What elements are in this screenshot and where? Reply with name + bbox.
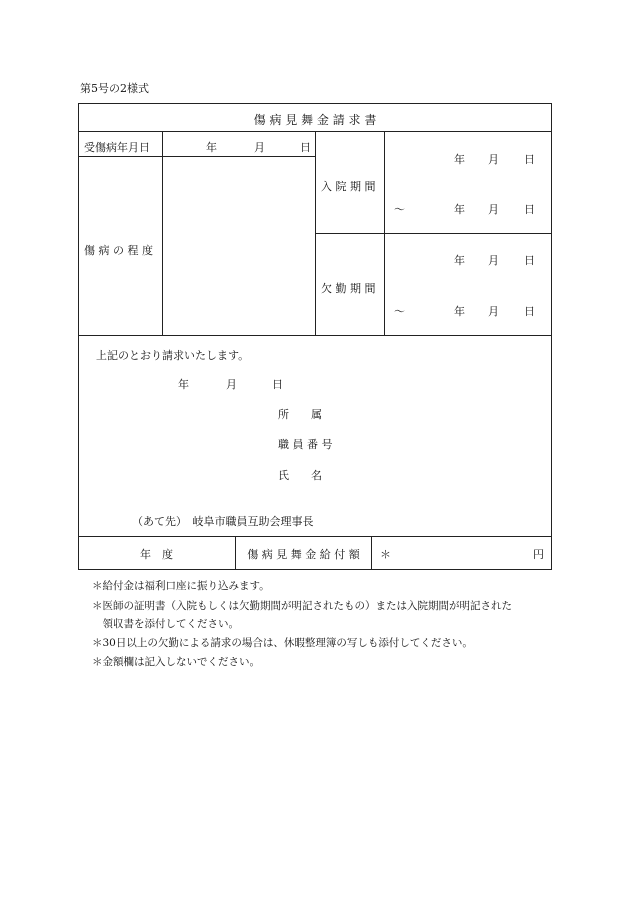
note-2b: 領収書を添付してください。 xyxy=(92,618,239,630)
payment-divider-2 xyxy=(371,536,372,570)
name-label: 氏 名 xyxy=(278,469,322,482)
absence-period-label: 欠 勤 期 間 xyxy=(321,282,376,295)
absence-end-day: 日 xyxy=(524,305,535,318)
declaration-month: 月 xyxy=(226,378,237,391)
payment-top xyxy=(78,536,552,537)
injury-date-year: 年 xyxy=(206,141,217,154)
absence-end-month: 月 xyxy=(488,305,499,318)
form-title: 傷 病 見 舞 金 請 求 書 xyxy=(253,113,377,127)
amount-asterisk: ＊ xyxy=(380,548,391,561)
staff-number-label: 職 員 番 号 xyxy=(278,438,333,451)
yen-unit: 円 xyxy=(533,548,544,561)
border-bottom xyxy=(78,569,552,570)
absence-start-month: 月 xyxy=(488,254,499,267)
border-top xyxy=(78,103,552,104)
absence-start-year: 年 xyxy=(454,254,465,267)
injury-date-month: 月 xyxy=(254,141,265,154)
hospital-end-year: 年 xyxy=(454,203,465,216)
period-label-right xyxy=(384,131,385,336)
hospital-start-month: 月 xyxy=(488,153,499,166)
period-label-left xyxy=(315,131,316,336)
border-right xyxy=(551,103,552,570)
declaration-text: 上記のとおり請求いたします。 xyxy=(96,349,250,362)
hospital-start-year: 年 xyxy=(454,153,465,166)
amount-label: 傷 病 見 舞 金 給 付 額 xyxy=(247,548,360,561)
fiscal-year-label: 年 度 xyxy=(140,548,173,561)
form-number: 第5号の2様式 xyxy=(80,82,149,95)
note-4: ＊金額欄は記入しないでください。 xyxy=(92,656,260,668)
absence-end-year: 年 xyxy=(454,305,465,318)
injury-date-day: 日 xyxy=(300,141,311,154)
hospital-period-label: 入 院 期 間 xyxy=(321,180,376,193)
hospital-end-day: 日 xyxy=(524,203,535,216)
declaration-day: 日 xyxy=(272,378,283,391)
hospital-tilde: ～ xyxy=(394,203,405,216)
note-3: ＊30日以上の欠勤による請求の場合は、休暇整理簿の写しも添付してください。 xyxy=(92,637,473,649)
affiliation-field[interactable] xyxy=(345,404,535,420)
border-left xyxy=(78,103,79,570)
affiliation-label: 所 属 xyxy=(278,408,322,421)
name-field[interactable] xyxy=(345,465,535,481)
hospital-end-month: 月 xyxy=(488,203,499,216)
condition-label: 傷 病 の 程 度 xyxy=(84,244,153,257)
hospital-start-day: 日 xyxy=(524,153,535,166)
staff-number-field[interactable] xyxy=(345,434,535,450)
note-2a: ＊医師の証明書（入院もしくは欠勤期間が明記されたもの）または入院期間が明記された xyxy=(92,600,512,612)
condition-field[interactable] xyxy=(163,157,315,335)
injury-date-label: 受傷病年月日 xyxy=(84,141,150,154)
note-1: ＊給付金は福利口座に振り込みます。 xyxy=(92,580,270,592)
declaration-year: 年 xyxy=(178,378,189,391)
period-divider xyxy=(315,233,552,234)
absence-tilde: ～ xyxy=(394,305,405,318)
addressee: （あて先） 岐阜市職員互助会理事長 xyxy=(132,515,314,528)
absence-start-day: 日 xyxy=(524,254,535,267)
